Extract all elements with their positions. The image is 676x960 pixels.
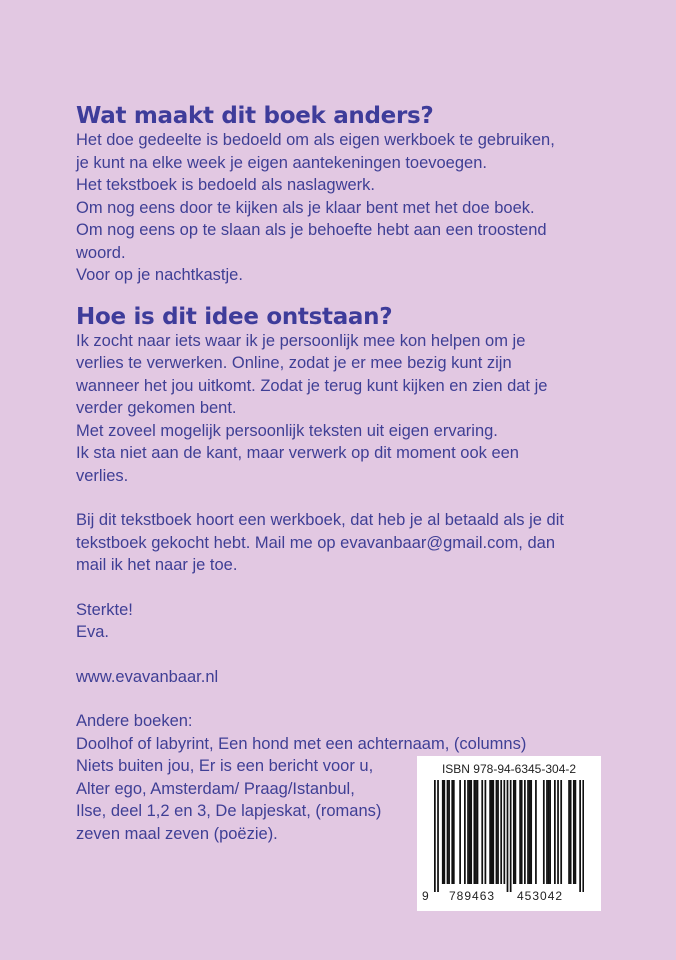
back-cover-text [76,103,656,845]
barcode-bar [529,780,531,884]
barcode-bar [510,780,512,892]
other-books-line: Doolhof of labyrint, Een hond met een achternaam, (columns) [76,734,527,753]
barcode-bar [557,780,559,884]
website-link[interactable]: www.evavanbaar.nl [76,667,219,686]
body-line: Het doe gedeelte is bedoeld om als eigen werkboek te gebruiken, [76,131,555,149]
barcode-bar [470,780,472,884]
barcode-bar [451,780,453,884]
section1-body [76,129,656,287]
barcode-digits-left: 789463 [449,889,496,903]
body-line: je kunt na elke week je eigen aantekeningen toevoegen. [76,153,487,172]
barcode-bar [485,780,487,884]
barcode-bar [519,780,521,884]
barcode-bar [500,780,502,884]
barcode-bar [570,780,572,884]
barcode-bar [527,780,529,884]
isbn-label: ISBN 978-94-6345-304-2 [441,762,577,776]
barcode-bar [492,780,494,884]
barcode-bar [469,780,471,884]
barcode-bar [467,780,469,884]
body-line: Het tekstboek is bedoeld als naslagwerk. [76,176,375,194]
workbook-paragraph [76,509,656,577]
signoff [76,599,656,644]
barcode-bar [513,780,515,884]
barcode-bar [546,780,548,884]
barcode-bar [573,780,575,884]
body-line: mail ik het naar je toe. [76,556,238,574]
barcode-digit-first: 9 [422,889,430,903]
body-line: verlies. [76,466,129,485]
barcode-bar [579,780,581,892]
barcode-bar [497,780,499,884]
barcode-bar [437,780,439,892]
barcode-bar [443,780,445,884]
body-line: tekstboek gekocht hebt. Mail me op evavanbaar@gmail.com, dan [76,533,556,552]
barcode-bar [503,780,505,884]
other-books-line: Alter ego, Amsterdam/ Praag/Istanbul, [76,779,355,798]
body-line: verlies te verwerken. Online, zodat je er mee bezig kunt zijn [76,354,512,372]
barcode-bar [496,780,498,884]
barcode-bar [568,780,570,884]
barcode-bar [464,780,466,884]
barcode-bar [507,780,509,892]
barcode-bar [549,780,551,884]
barcode-bar [442,780,444,884]
barcode-bar [543,780,545,884]
body-line: Ik zocht naar iets waar ik je persoonlijk mee kon helpen om je [76,331,526,350]
section1-heading: Wat maakt dit boek anders? [76,103,434,129]
other-books-line: Niets buiten jou, Er is een bericht voor u, [76,757,374,775]
barcode-bar [530,780,532,884]
barcode-bar [434,780,436,892]
section2-body [76,330,656,488]
barcode-bars [434,780,584,892]
barcode-bar [481,780,483,884]
barcode-digits-right: 453042 [517,889,564,903]
body-line: verder gekomen bent. [76,399,237,417]
other-books-line: Ilse, deel 1,2 en 3, De lapjeskat, (romans) [76,802,382,820]
section2-heading: Hoe is dit idee ontstaan? [76,303,393,330]
barcode-bar [582,780,584,892]
barcode-bar [535,780,537,884]
barcode-bar [453,780,455,884]
body-line: Ik sta niet aan de kant, maar verwerk op dit moment ook een [76,444,519,462]
body-line: wanneer het jou uitkomt. Zodat je terug kunt kijken en zien dat je [76,376,548,395]
body-line: Om nog eens op te slaan als je behoefte hebt aan een troostend [76,221,547,239]
barcode-bar [521,780,523,884]
body-line: Voor op je nachtkastje. [76,266,243,284]
barcode-bar [560,780,562,884]
barcode-bar [515,780,517,884]
barcode-bar [554,780,556,884]
body-line: woord. [76,243,126,262]
barcode-bar [524,780,526,884]
barcode-bar [489,780,491,884]
body-line: Om nog eens door te kijken als je klaar bent met het doe boek. [76,198,535,217]
other-books-line: zeven maal zeven (poëzie). [76,824,278,843]
barcode-bar [477,780,479,884]
isbn-barcode [417,756,601,911]
barcode-bar [548,780,550,884]
body-line: Bij dit tekstboek hoort een werkboek, dat heb je al betaald als je dit [76,511,564,529]
signoff-line: Sterkte! [76,600,133,619]
barcode-bar [475,780,477,884]
barcode-bar [447,780,449,884]
other-books-line: Andere boeken: [76,712,193,730]
barcode-bar [473,780,475,884]
barcode-bar [448,780,450,884]
signoff-line: Eva. [76,623,110,641]
body-line: Met zoveel mogelijk persoonlijk teksten uit eigen ervaring. [76,421,498,440]
barcode-bar [575,780,577,884]
barcode-bar [491,780,493,884]
barcode-bar [459,780,461,884]
